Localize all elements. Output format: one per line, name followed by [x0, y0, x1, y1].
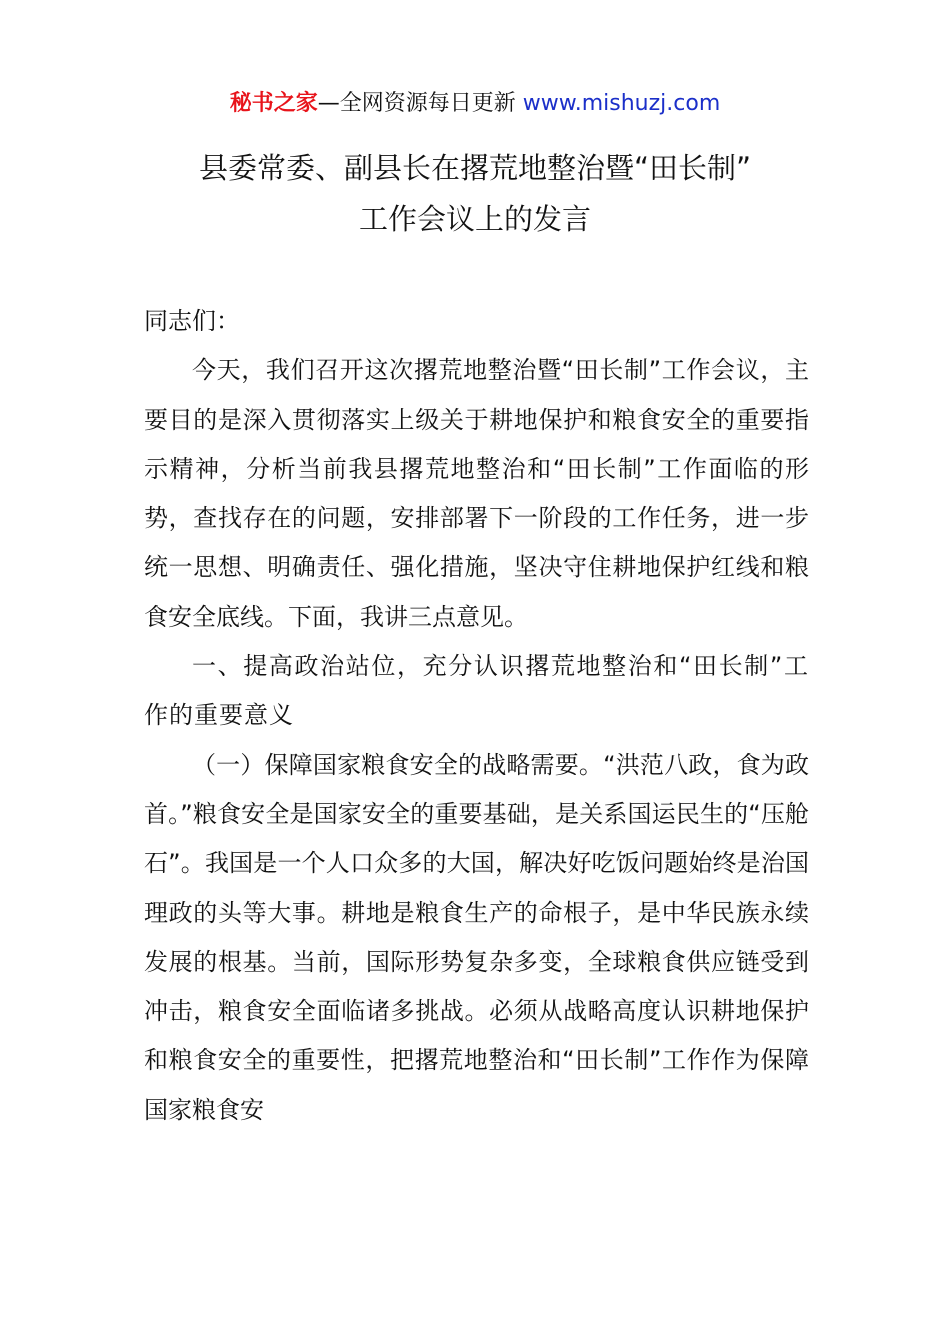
- section-1-heading: 一、提高政治站位，充分认识撂荒地整治和“田长制”工作的重要意义: [144, 652, 809, 730]
- section-1-paragraph-1: （一）保障国家粮食安全的战略需要。“洪范八政，食为政首。”粮食安全是国家安全的重要基础，是关系国运民生的“压舱石”。我国是一个人口众多的大国，解决好吃饭问题始终是治国理政的头等大事。耕地是粮食生产的命根子，是中华民族永续发展的根基。当前，国际形势复杂多变，全球粮食供应链受到冲击，粮食安全面临诸多挑战。必须从战略高度认识耕地保护和粮食安全的重要性，把撂荒地整治和“田长制”工作作为保障国家粮食安: [144, 750, 809, 1124]
- document-body: [144, 297, 809, 1135]
- header-tagline: —全网资源每日更新: [317, 91, 523, 116]
- document-title-line-1: 县委常委、副县长在撂荒地整治暨“田长制”: [198, 151, 752, 185]
- brand-name: 秘书之家: [229, 91, 318, 116]
- intro-paragraph: 今天，我们召开这次撂荒地整治暨“田长制”工作会议，主要目的是深入贯彻落实上级关于耕地保护和粮食安全的重要指示精神，分析当前我县撂荒地整治和“田长制”工作面临的形势，查找存在的问题，安排部署下一阶段的工作任务，进一步统一思想、明确责任、强化措施，坚决守住耕地保护红线和粮食安全底线。下面，我讲三点意见。: [144, 356, 809, 631]
- site-url-link[interactable]: www.mishuzj.com: [522, 91, 721, 116]
- salutation: 同志们：: [144, 307, 240, 335]
- document-title-line-2: 工作会议上的发言: [358, 202, 591, 236]
- site-header: [0, 88, 950, 120]
